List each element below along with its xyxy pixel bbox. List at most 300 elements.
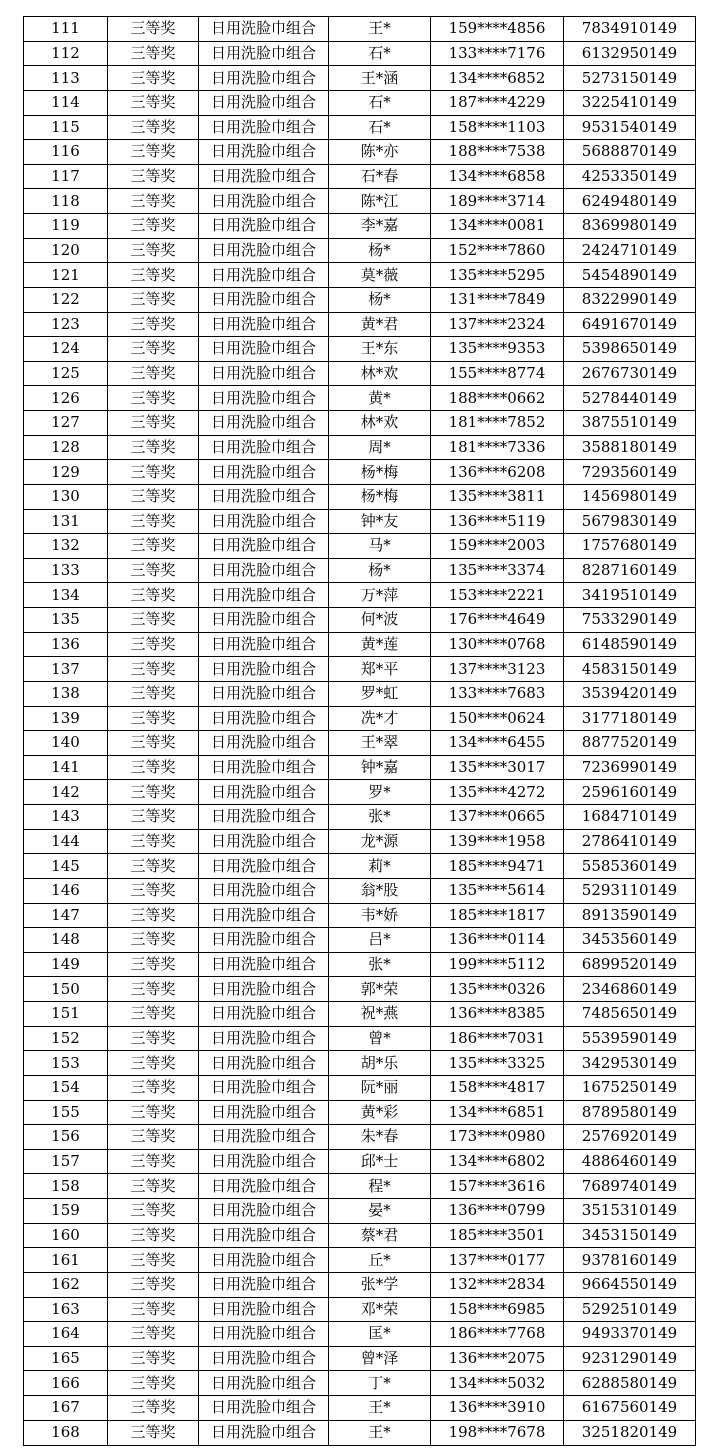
prize-item-cell: 日用洗脸巾组合	[199, 657, 329, 682]
winner-name-cell: 杨*	[329, 287, 431, 312]
prize-item-cell: 日用洗脸巾组合	[199, 1051, 329, 1076]
prize-level-cell: 三等奖	[108, 1420, 199, 1445]
prize-item-cell: 日用洗脸巾组合	[199, 928, 329, 953]
table-row	[24, 90, 696, 115]
row-number-cell: 154	[24, 1075, 108, 1100]
order-id-cell: 9493370149	[564, 1322, 696, 1347]
prize-level-cell: 三等奖	[108, 878, 199, 903]
row-number-cell: 136	[24, 632, 108, 657]
table-row	[24, 287, 696, 312]
row-number-cell: 128	[24, 435, 108, 460]
table-row	[24, 928, 696, 953]
phone-cell: 135****5295	[431, 263, 564, 288]
row-number-cell: 149	[24, 952, 108, 977]
row-number-cell: 127	[24, 411, 108, 436]
prize-item-cell: 日用洗脸巾组合	[199, 1125, 329, 1150]
order-id-cell: 5539590149	[564, 1026, 696, 1051]
winners-table-body	[24, 17, 696, 1446]
prize-item-cell: 日用洗脸巾组合	[199, 337, 329, 362]
prize-item-cell: 日用洗脸巾组合	[199, 608, 329, 633]
prize-item-cell: 日用洗脸巾组合	[199, 583, 329, 608]
table-row	[24, 509, 696, 534]
prize-level-cell: 三等奖	[108, 805, 199, 830]
winner-name-cell: 石*	[329, 90, 431, 115]
table-row	[24, 312, 696, 337]
phone-cell: 131****7849	[431, 287, 564, 312]
table-row	[24, 1051, 696, 1076]
table-row	[24, 460, 696, 485]
prize-level-cell: 三等奖	[108, 1125, 199, 1150]
table-row	[24, 1002, 696, 1027]
order-id-cell: 3177180149	[564, 706, 696, 731]
winner-name-cell: 黄*君	[329, 312, 431, 337]
winner-name-cell: 郭*荣	[329, 977, 431, 1002]
order-id-cell: 5454890149	[564, 263, 696, 288]
prize-item-cell: 日用洗脸巾组合	[199, 731, 329, 756]
prize-item-cell: 日用洗脸巾组合	[199, 411, 329, 436]
winner-name-cell: 林*欢	[329, 361, 431, 386]
winner-name-cell: 邓*荣	[329, 1297, 431, 1322]
prize-item-cell: 日用洗脸巾组合	[199, 903, 329, 928]
winner-name-cell: 马*	[329, 534, 431, 559]
table-row	[24, 878, 696, 903]
prize-item-cell: 日用洗脸巾组合	[199, 460, 329, 485]
winner-name-cell: 韦*娇	[329, 903, 431, 928]
phone-cell: 136****0799	[431, 1199, 564, 1224]
phone-cell: 134****6851	[431, 1100, 564, 1125]
phone-cell: 137****3123	[431, 657, 564, 682]
phone-cell: 188****7538	[431, 140, 564, 165]
prize-level-cell: 三等奖	[108, 115, 199, 140]
winner-name-cell: 王*涵	[329, 66, 431, 91]
phone-cell: 158****6985	[431, 1297, 564, 1322]
prize-level-cell: 三等奖	[108, 1346, 199, 1371]
order-id-cell: 5688870149	[564, 140, 696, 165]
prize-item-cell: 日用洗脸巾组合	[199, 632, 329, 657]
row-number-cell: 157	[24, 1149, 108, 1174]
phone-cell: 159****4856	[431, 17, 564, 42]
phone-cell: 186****7768	[431, 1322, 564, 1347]
order-id-cell: 1456980149	[564, 484, 696, 509]
prize-item-cell: 日用洗脸巾组合	[199, 386, 329, 411]
order-id-cell: 7834910149	[564, 17, 696, 42]
order-id-cell: 6249480149	[564, 189, 696, 214]
order-id-cell: 3515310149	[564, 1199, 696, 1224]
table-row	[24, 681, 696, 706]
prize-level-cell: 三等奖	[108, 17, 199, 42]
winner-name-cell: 莫*薇	[329, 263, 431, 288]
prize-level-cell: 三等奖	[108, 287, 199, 312]
phone-cell: 152****7860	[431, 238, 564, 263]
table-row	[24, 386, 696, 411]
table-row	[24, 66, 696, 91]
prize-item-cell: 日用洗脸巾组合	[199, 1026, 329, 1051]
row-number-cell: 138	[24, 681, 108, 706]
order-id-cell: 3429530149	[564, 1051, 696, 1076]
prize-item-cell: 日用洗脸巾组合	[199, 829, 329, 854]
row-number-cell: 132	[24, 534, 108, 559]
order-id-cell: 6167560149	[564, 1396, 696, 1421]
prize-item-cell: 日用洗脸巾组合	[199, 1420, 329, 1445]
order-id-cell: 9664550149	[564, 1272, 696, 1297]
row-number-cell: 167	[24, 1396, 108, 1421]
row-number-cell: 155	[24, 1100, 108, 1125]
table-row	[24, 1346, 696, 1371]
prize-level-cell: 三等奖	[108, 411, 199, 436]
prize-level-cell: 三等奖	[108, 583, 199, 608]
row-number-cell: 114	[24, 90, 108, 115]
table-row	[24, 558, 696, 583]
order-id-cell: 2676730149	[564, 361, 696, 386]
order-id-cell: 7533290149	[564, 608, 696, 633]
row-number-cell: 140	[24, 731, 108, 756]
prize-item-cell: 日用洗脸巾组合	[199, 1223, 329, 1248]
prize-level-cell: 三等奖	[108, 731, 199, 756]
order-id-cell: 3251820149	[564, 1420, 696, 1445]
winner-name-cell: 祝*燕	[329, 1002, 431, 1027]
row-number-cell: 160	[24, 1223, 108, 1248]
table-row	[24, 411, 696, 436]
prize-level-cell: 三等奖	[108, 1322, 199, 1347]
prize-item-cell: 日用洗脸巾组合	[199, 90, 329, 115]
phone-cell: 135****5614	[431, 878, 564, 903]
prize-level-cell: 三等奖	[108, 1100, 199, 1125]
prize-level-cell: 三等奖	[108, 1051, 199, 1076]
phone-cell: 198****7678	[431, 1420, 564, 1445]
row-number-cell: 118	[24, 189, 108, 214]
winner-name-cell: 罗*虹	[329, 681, 431, 706]
winner-name-cell: 胡*乐	[329, 1051, 431, 1076]
row-number-cell: 139	[24, 706, 108, 731]
winner-name-cell: 周*	[329, 435, 431, 460]
order-id-cell: 3588180149	[564, 435, 696, 460]
prize-item-cell: 日用洗脸巾组合	[199, 1396, 329, 1421]
winner-name-cell: 晏*	[329, 1199, 431, 1224]
phone-cell: 133****7683	[431, 681, 564, 706]
prize-item-cell: 日用洗脸巾组合	[199, 115, 329, 140]
prize-level-cell: 三等奖	[108, 854, 199, 879]
prize-level-cell: 三等奖	[108, 1149, 199, 1174]
prize-item-cell: 日用洗脸巾组合	[199, 1075, 329, 1100]
winner-name-cell: 陈*亦	[329, 140, 431, 165]
prize-level-cell: 三等奖	[108, 534, 199, 559]
prize-level-cell: 三等奖	[108, 189, 199, 214]
winner-name-cell: 吕*	[329, 928, 431, 953]
phone-cell: 136****0114	[431, 928, 564, 953]
table-row	[24, 1026, 696, 1051]
winner-name-cell: 邱*士	[329, 1149, 431, 1174]
row-number-cell: 119	[24, 214, 108, 239]
row-number-cell: 131	[24, 509, 108, 534]
prize-level-cell: 三等奖	[108, 829, 199, 854]
winner-name-cell: 黄*	[329, 386, 431, 411]
phone-cell: 186****7031	[431, 1026, 564, 1051]
row-number-cell: 120	[24, 238, 108, 263]
phone-cell: 173****0980	[431, 1125, 564, 1150]
prize-level-cell: 三等奖	[108, 952, 199, 977]
prize-item-cell: 日用洗脸巾组合	[199, 1199, 329, 1224]
winner-name-cell: 王*东	[329, 337, 431, 362]
prize-item-cell: 日用洗脸巾组合	[199, 17, 329, 42]
prize-item-cell: 日用洗脸巾组合	[199, 805, 329, 830]
phone-cell: 134****6802	[431, 1149, 564, 1174]
phone-cell: 185****9471	[431, 854, 564, 879]
order-id-cell: 3453150149	[564, 1223, 696, 1248]
table-row	[24, 1248, 696, 1273]
prize-item-cell: 日用洗脸巾组合	[199, 1346, 329, 1371]
winner-name-cell: 王*翠	[329, 731, 431, 756]
order-id-cell: 2786410149	[564, 829, 696, 854]
order-id-cell: 2596160149	[564, 780, 696, 805]
phone-cell: 139****1958	[431, 829, 564, 854]
order-id-cell: 5679830149	[564, 509, 696, 534]
order-id-cell: 8369980149	[564, 214, 696, 239]
row-number-cell: 161	[24, 1248, 108, 1273]
prize-level-cell: 三等奖	[108, 484, 199, 509]
phone-cell: 135****3374	[431, 558, 564, 583]
order-id-cell: 2346860149	[564, 977, 696, 1002]
row-number-cell: 147	[24, 903, 108, 928]
table-row	[24, 780, 696, 805]
table-row	[24, 977, 696, 1002]
order-id-cell: 7293560149	[564, 460, 696, 485]
prize-level-cell: 三等奖	[108, 1297, 199, 1322]
table-row	[24, 435, 696, 460]
winner-name-cell: 龙*源	[329, 829, 431, 854]
prize-level-cell: 三等奖	[108, 386, 199, 411]
prize-item-cell: 日用洗脸巾组合	[199, 977, 329, 1002]
winner-name-cell: 冼*才	[329, 706, 431, 731]
row-number-cell: 137	[24, 657, 108, 682]
table-row	[24, 1125, 696, 1150]
prize-level-cell: 三等奖	[108, 337, 199, 362]
prize-level-cell: 三等奖	[108, 41, 199, 66]
phone-cell: 136****8385	[431, 1002, 564, 1027]
order-id-cell: 1675250149	[564, 1075, 696, 1100]
winner-name-cell: 曾*	[329, 1026, 431, 1051]
phone-cell: 135****3325	[431, 1051, 564, 1076]
table-row	[24, 1100, 696, 1125]
row-number-cell: 159	[24, 1199, 108, 1224]
order-id-cell: 5278440149	[564, 386, 696, 411]
prize-level-cell: 三等奖	[108, 164, 199, 189]
winner-name-cell: 杨*	[329, 558, 431, 583]
prize-item-cell: 日用洗脸巾组合	[199, 1322, 329, 1347]
row-number-cell: 124	[24, 337, 108, 362]
order-id-cell: 4886460149	[564, 1149, 696, 1174]
row-number-cell: 153	[24, 1051, 108, 1076]
table-row	[24, 1199, 696, 1224]
row-number-cell: 141	[24, 755, 108, 780]
winner-name-cell: 石*	[329, 41, 431, 66]
table-row	[24, 361, 696, 386]
row-number-cell: 144	[24, 829, 108, 854]
order-id-cell: 5293110149	[564, 878, 696, 903]
prize-level-cell: 三等奖	[108, 1199, 199, 1224]
order-id-cell: 3453560149	[564, 928, 696, 953]
phone-cell: 136****5119	[431, 509, 564, 534]
order-id-cell: 8789580149	[564, 1100, 696, 1125]
prize-item-cell: 日用洗脸巾组合	[199, 1248, 329, 1273]
order-id-cell: 3539420149	[564, 681, 696, 706]
table-row	[24, 731, 696, 756]
winner-name-cell: 黄*彩	[329, 1100, 431, 1125]
table-row	[24, 17, 696, 42]
order-id-cell: 9378160149	[564, 1248, 696, 1273]
row-number-cell: 152	[24, 1026, 108, 1051]
winner-name-cell: 何*波	[329, 608, 431, 633]
table-row	[24, 903, 696, 928]
row-number-cell: 165	[24, 1346, 108, 1371]
prize-level-cell: 三等奖	[108, 509, 199, 534]
phone-cell: 134****6852	[431, 66, 564, 91]
table-row	[24, 164, 696, 189]
winner-name-cell: 张*学	[329, 1272, 431, 1297]
phone-cell: 135****3017	[431, 755, 564, 780]
prize-level-cell: 三等奖	[108, 90, 199, 115]
order-id-cell: 5273150149	[564, 66, 696, 91]
phone-cell: 181****7336	[431, 435, 564, 460]
row-number-cell: 158	[24, 1174, 108, 1199]
prize-level-cell: 三等奖	[108, 977, 199, 1002]
table-row	[24, 484, 696, 509]
row-number-cell: 146	[24, 878, 108, 903]
winner-name-cell: 匡*	[329, 1322, 431, 1347]
table-row	[24, 238, 696, 263]
winner-name-cell: 莉*	[329, 854, 431, 879]
prize-item-cell: 日用洗脸巾组合	[199, 1149, 329, 1174]
phone-cell: 185****3501	[431, 1223, 564, 1248]
phone-cell: 137****0177	[431, 1248, 564, 1273]
prize-item-cell: 日用洗脸巾组合	[199, 312, 329, 337]
winner-name-cell: 张*	[329, 952, 431, 977]
order-id-cell: 9231290149	[564, 1346, 696, 1371]
row-number-cell: 123	[24, 312, 108, 337]
winner-name-cell: 林*欢	[329, 411, 431, 436]
order-id-cell: 3225410149	[564, 90, 696, 115]
prize-item-cell: 日用洗脸巾组合	[199, 1297, 329, 1322]
order-id-cell: 6288580149	[564, 1371, 696, 1396]
phone-cell: 137****0665	[431, 805, 564, 830]
prize-level-cell: 三等奖	[108, 238, 199, 263]
winner-name-cell: 王*	[329, 1396, 431, 1421]
table-row	[24, 140, 696, 165]
prize-item-cell: 日用洗脸巾组合	[199, 878, 329, 903]
phone-cell: 181****7852	[431, 411, 564, 436]
prize-level-cell: 三等奖	[108, 361, 199, 386]
prize-level-cell: 三等奖	[108, 214, 199, 239]
table-row	[24, 952, 696, 977]
prize-item-cell: 日用洗脸巾组合	[199, 681, 329, 706]
row-number-cell: 143	[24, 805, 108, 830]
prize-level-cell: 三等奖	[108, 657, 199, 682]
phone-cell: 150****0624	[431, 706, 564, 731]
phone-cell: 136****3910	[431, 1396, 564, 1421]
phone-cell: 187****4229	[431, 90, 564, 115]
phone-cell: 135****0326	[431, 977, 564, 1002]
prize-item-cell: 日用洗脸巾组合	[199, 164, 329, 189]
row-number-cell: 164	[24, 1322, 108, 1347]
prize-item-cell: 日用洗脸巾组合	[199, 66, 329, 91]
prize-item-cell: 日用洗脸巾组合	[199, 1002, 329, 1027]
row-number-cell: 134	[24, 583, 108, 608]
phone-cell: 135****4272	[431, 780, 564, 805]
order-id-cell: 2424710149	[564, 238, 696, 263]
phone-cell: 130****0768	[431, 632, 564, 657]
table-row	[24, 263, 696, 288]
order-id-cell: 8877520149	[564, 731, 696, 756]
winner-name-cell: 阮*丽	[329, 1075, 431, 1100]
order-id-cell: 4253350149	[564, 164, 696, 189]
prize-item-cell: 日用洗脸巾组合	[199, 1174, 329, 1199]
prize-level-cell: 三等奖	[108, 1248, 199, 1273]
order-id-cell: 6899520149	[564, 952, 696, 977]
phone-cell: 136****2075	[431, 1346, 564, 1371]
row-number-cell: 115	[24, 115, 108, 140]
row-number-cell: 150	[24, 977, 108, 1002]
phone-cell: 188****0662	[431, 386, 564, 411]
row-number-cell: 125	[24, 361, 108, 386]
row-number-cell: 116	[24, 140, 108, 165]
prize-level-cell: 三等奖	[108, 1026, 199, 1051]
phone-cell: 185****1817	[431, 903, 564, 928]
order-id-cell: 7689740149	[564, 1174, 696, 1199]
winner-name-cell: 杨*	[329, 238, 431, 263]
prize-item-cell: 日用洗脸巾组合	[199, 780, 329, 805]
winner-name-cell: 丁*	[329, 1371, 431, 1396]
phone-cell: 155****8774	[431, 361, 564, 386]
prize-level-cell: 三等奖	[108, 755, 199, 780]
prize-item-cell: 日用洗脸巾组合	[199, 952, 329, 977]
table-row	[24, 41, 696, 66]
winner-name-cell: 王*	[329, 1420, 431, 1445]
order-id-cell: 3419510149	[564, 583, 696, 608]
phone-cell: 159****2003	[431, 534, 564, 559]
order-id-cell: 8287160149	[564, 558, 696, 583]
row-number-cell: 135	[24, 608, 108, 633]
table-row	[24, 189, 696, 214]
prize-level-cell: 三等奖	[108, 435, 199, 460]
table-row	[24, 1075, 696, 1100]
prize-level-cell: 三等奖	[108, 681, 199, 706]
table-row	[24, 829, 696, 854]
table-row	[24, 608, 696, 633]
row-number-cell: 133	[24, 558, 108, 583]
table-row	[24, 1420, 696, 1445]
winner-name-cell: 郑*平	[329, 657, 431, 682]
table-row	[24, 337, 696, 362]
order-id-cell: 5398650149	[564, 337, 696, 362]
prize-item-cell: 日用洗脸巾组合	[199, 755, 329, 780]
phone-cell: 157****3616	[431, 1174, 564, 1199]
prize-level-cell: 三等奖	[108, 706, 199, 731]
table-row	[24, 1297, 696, 1322]
order-id-cell: 7236990149	[564, 755, 696, 780]
prize-item-cell: 日用洗脸巾组合	[199, 238, 329, 263]
phone-cell: 134****6455	[431, 731, 564, 756]
order-id-cell: 6491670149	[564, 312, 696, 337]
prize-level-cell: 三等奖	[108, 312, 199, 337]
prize-level-cell: 三等奖	[108, 1002, 199, 1027]
prize-item-cell: 日用洗脸巾组合	[199, 484, 329, 509]
phone-cell: 176****4649	[431, 608, 564, 633]
order-id-cell: 6148590149	[564, 632, 696, 657]
winner-name-cell: 程*	[329, 1174, 431, 1199]
table-row	[24, 1396, 696, 1421]
prize-level-cell: 三等奖	[108, 928, 199, 953]
table-row	[24, 583, 696, 608]
winner-name-cell: 杨*梅	[329, 460, 431, 485]
